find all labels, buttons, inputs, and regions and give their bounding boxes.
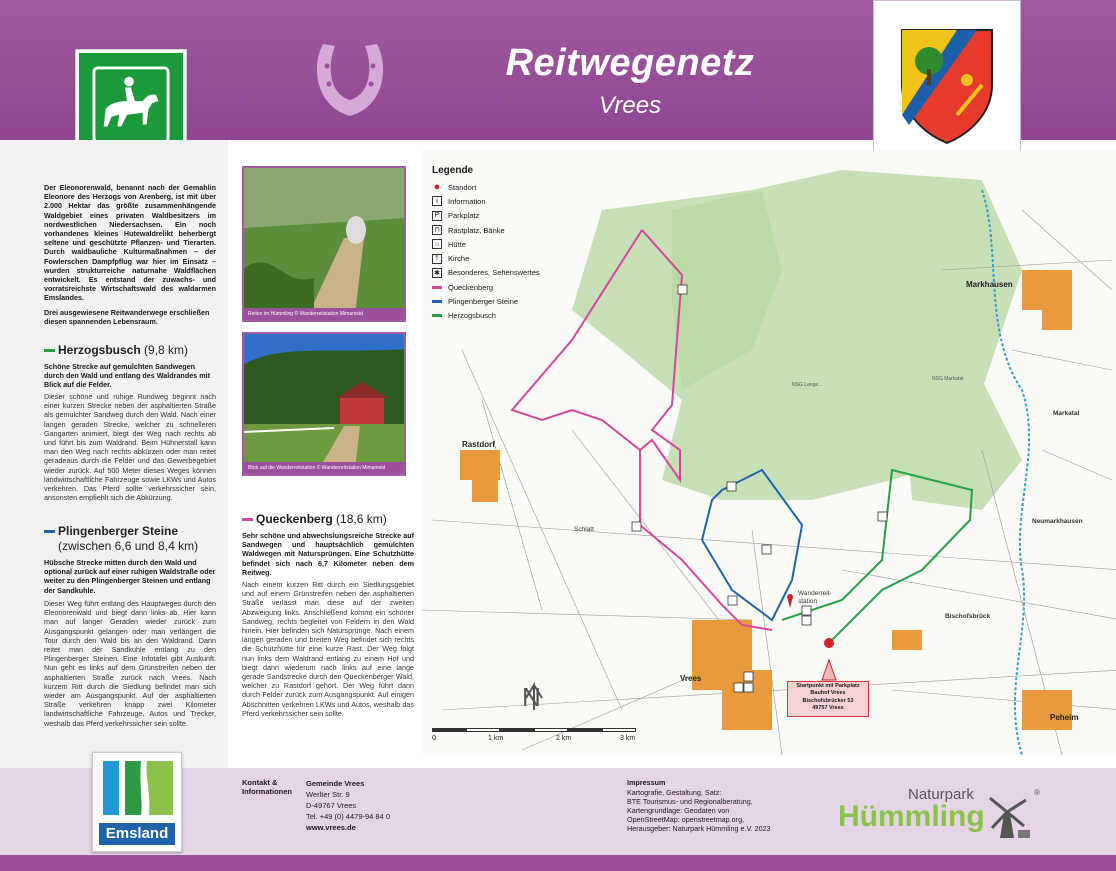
- legend-item-plingenberger: [432, 294, 592, 308]
- legend-label: Information: [448, 196, 486, 206]
- photo-riding-caption: Reiten im Hümmling © Wanderreitstation Mimameid: [244, 308, 404, 320]
- photo-station: [242, 332, 406, 476]
- start-line-1: Startpunkt mit Parkplatz: [796, 683, 860, 689]
- page-title: Reitwegenetz: [505, 42, 755, 84]
- legend-label: Parkplatz: [448, 211, 480, 221]
- queckenberg-name: Queckenberg: [256, 512, 333, 526]
- hut-icon: ⌂: [432, 239, 442, 249]
- scale-labels: [432, 732, 636, 742]
- footer-contact: [306, 778, 390, 833]
- location-pin-icon[interactable]: [787, 594, 793, 608]
- huemmling-word: Hümmling: [838, 800, 985, 833]
- legend-title: Legende: [432, 165, 474, 176]
- forest-area-east: [902, 380, 1022, 510]
- label-nsg-lange: NSG Lange…: [792, 382, 824, 388]
- windmill-icon: [982, 794, 1032, 838]
- label-nsg-markatal: NSG Markatal: [932, 376, 964, 382]
- impressum-line-4: OpenStreetMap: openstreetmap.org,: [627, 815, 745, 824]
- place-vrees: Vrees: [680, 674, 702, 683]
- emsland-waves-icon: [93, 753, 183, 823]
- start-line-3: Bischofsbrücker 53: [802, 697, 854, 704]
- scale-label-1: 1 km: [488, 735, 504, 742]
- horse-rider-icon: [92, 66, 170, 144]
- photo-riding-image: [244, 168, 406, 322]
- contact-web-link[interactable]: www.vrees.de: [306, 823, 356, 832]
- impressum-title: Impressum: [627, 778, 666, 787]
- footer-band: [0, 855, 1116, 871]
- queckenberg-color-bar: [242, 518, 253, 521]
- footer-impressum: [627, 778, 771, 833]
- place-schlatt: Schlatt: [574, 526, 594, 533]
- herzogsbusch-heading: [44, 343, 188, 357]
- legend-label: Standort: [448, 182, 477, 192]
- start-arrow: [822, 660, 836, 680]
- contact-street: Werlter Str. 9: [306, 790, 350, 799]
- footer-contact-label: [242, 778, 292, 796]
- legend-item-huette: [432, 237, 592, 251]
- legend-line-plingenberger: [432, 300, 442, 303]
- impressum-line-1: Kartografie, Gestaltung, Satz:: [627, 788, 722, 797]
- coat-of-arms: [873, 0, 1021, 170]
- coat-of-arms-icon: [897, 25, 997, 145]
- impressum-line-3: Kartengrundlage: Geodaten von: [627, 806, 730, 815]
- map-legend: [432, 165, 592, 323]
- herzogsbusch-body: Dieser schöne und ruhige Rundweg beginnt nach einer kurzen Strecke neben der asphaltierten Straße als gemulchter Sandweg durch den Wald. Nach einer langen geraden Strecke, welcher zu schnelleren Gangarten animiert, biegt der Weg nach rechts ab und führt bis zum Waldrand. Beim Hühnerstall kann man den Weg nach rechts abkürzen oder man reitet geradeaus durch die Felder und das Gewerbegebiet wieder zurück. Auf 500 Meter dieses Weges können landwirtschaftliche Fahrzeuge sowie LKWs und Autos verkehren. Das Pferd sollte verkehrssicher sein, ansonsten empfiehlt sich die Abkürzung.: [44, 392, 216, 503]
- legend-label: Queckenberg: [448, 282, 494, 292]
- legend-label: Plingenberger Steine: [448, 297, 519, 307]
- legend-label: Herzogsbusch: [448, 311, 496, 321]
- location-pin-icon: ●: [433, 181, 441, 194]
- contact-phone[interactable]: Tel. +49 (0) 4479-94 84 0: [306, 812, 391, 821]
- impressum-line-5: Herausgeber: Naturpark Hümmling e.V. 2023: [627, 824, 771, 833]
- start-info-box[interactable]: [787, 681, 869, 717]
- parking-icon: P: [432, 211, 442, 221]
- intro-paragraph: Der Eleonorenwald, benannt nach der Gemahlin Eleonore des Herzogs von Arenberg, ist mit über 2.000 Hektar das größte zusammenhängende Waldgebiet eines privaten Waldbesitzers im nordwestlichen Niedersachsen. Ein noch vorhandenes kleines Hutewaldrelikt beherbergt seltene und geschützte Pflanzen- und Tierarten. Durch waldbauliche Kulturmaßnahmen – der Fowlerschen Dampfpflug war hier im Einsatz – wurden strukturreiche naturnahe Waldflächen entwickelt. Es entstand der zuwachs- und vorratsreichste Wirtschaftswald des waldarmen Emslandes.: [44, 183, 216, 303]
- plingenberger-lead: Hübsche Strecke mitten durch den Wald und optional zurück auf einer ruhigen Waldstraße oder weiter zu den Plingenberger Steinen und entlang der Sandkuhle.: [44, 558, 216, 595]
- bench-icon: ⊓: [432, 225, 442, 235]
- plingenberger-name: Plingenberger Steine: [58, 524, 179, 538]
- legend-item-besonderes: [432, 266, 592, 280]
- legend-line-herzogsbusch: [432, 314, 442, 317]
- intro-paragraph-2: Drei ausgewiesene Reitwanderwege erschließen diesen spannenden Lebensraum.: [44, 308, 210, 327]
- emsland-logo: [92, 752, 182, 852]
- queckenberg-heading: [242, 512, 387, 526]
- plingenberger-color-bar: [44, 530, 55, 533]
- info-icon: i: [432, 196, 442, 206]
- legend-item-queckenberg: [432, 280, 592, 294]
- legend-item-information: [432, 194, 592, 208]
- legend-line-queckenberg: [432, 286, 442, 289]
- contact-city: D-49767 Vrees: [306, 801, 357, 810]
- place-wanderreitstation: Wanderreit-station: [798, 590, 832, 605]
- church-icon: †: [432, 254, 442, 264]
- contact-org: Gemeinde Vrees: [306, 779, 365, 788]
- start-point-marker[interactable]: [824, 638, 834, 648]
- place-markhausen: Markhausen: [966, 280, 1013, 289]
- place-rastdorf: Rastdorf: [462, 440, 495, 449]
- legend-item-rastplatz: [432, 223, 592, 237]
- place-bischofsbrueck: Bischofsbrück: [945, 613, 991, 620]
- page-subtitle: Vrees: [598, 92, 662, 119]
- queckenberg-lead: Sehr schöne und abwechslungsreiche Strecke auf Sandwegen und hauptsächlich gemulchten Waldwegen mit Natursprüngen. Eine Schutzhütte befindet sich nach 6,7 Kilometer neben dem Reitweg.: [242, 531, 414, 577]
- plingenberger-heading: [44, 524, 198, 554]
- scale-bar: [432, 728, 636, 742]
- plingenberger-body: Dieser Weg führt entlang des Hauptweges durch den Eleonorenwald und biegt dann links ab. Hier kann man auf langer Geraden wieder zurück zum Ausgangspunkt gelangen oder man verlängert die Tour durch den Wald bis an den Waldrand. Dann reitet man der Sandkuhle entlang zu den Plingenberger Steinen. Eine Infotafel gibt Auskunft. Nun geht es links auf dem Grünstreifen neben der asphaltierten Straße zurück nach Vrees. Nach kurzem Ritt durch die Siedlung befindet man sich wieder am Ausgangspunkt. Auf der asphaltierten Straße verkehren knapp zwei Kilometer landwirtschaftliche Fahrzeuge, Autos und Trecker, weshalb das Pferd verkehrssicher sein sollte.: [44, 599, 216, 728]
- start-line-4: 49757 Vrees: [812, 704, 844, 711]
- emsland-wordmark: Emsland: [99, 823, 175, 845]
- north-label: N: [522, 682, 541, 712]
- legend-label: Kirche: [448, 254, 470, 264]
- herzogsbusch-distance: (9,8 km): [144, 343, 189, 357]
- queckenberg-body: Nach einem kurzen Ritt durch ein Siedlungsgebiet und auf einem Grünstreifen neben der asphaltierten Straße verlässt man diese auf der zweiten Abzweigung links. Anschließend kommt ein schöner Sandweg, rechts begleitet von Feldern in den Wald hinein. Hier befinden sich Natursprünge. Nach einem langen geraden und breiten Weg befindet sich rechts die Schutzhütte für eine kurze Rast. Der Weg folgt nun links dem Waldrand entlang zu einem Hof und biegt dann wiederum nach links auf eine lange gerade Sandstrecke durch den Queckenberger Wald, welcher zu Rastdorf gehört. Der Weg führt dann durch Felder zurück zum Ausgangspunkt. Auf einigen Abschnitten verkehren LKWs und Autos, weshalb das Pferd verkehrssicher sein sollte.: [242, 580, 414, 718]
- impressum-line-2: BTE Tourismus- und Regionalberatung,: [627, 797, 753, 806]
- scale-label-3: 3 km: [620, 735, 636, 742]
- photo-station-caption: Blick auf die Wanderreitstation © Wanderreitstation Mimameid: [244, 462, 404, 474]
- registered-mark: ®: [1034, 788, 1040, 797]
- photo-riding: [242, 166, 406, 322]
- legend-label: Hütte: [448, 239, 466, 249]
- legend-item-herzogsbusch: [432, 309, 592, 323]
- legend-item-standort: [432, 180, 592, 194]
- scale-label-2: 2 km: [556, 735, 572, 742]
- contact-label-1: Kontakt &: [242, 778, 278, 787]
- place-peheim: Peheim: [1050, 713, 1079, 722]
- queckenberg-distance: (18,6 km): [336, 512, 387, 526]
- legend-item-kirche: [432, 251, 592, 265]
- star-icon: ✱: [432, 268, 442, 278]
- herzogsbusch-lead: Schöne Strecke auf gemulchten Sandwegen durch den Wald und entlang des Waldrandes mit Blick auf die Felder.: [44, 362, 210, 390]
- plingenberger-distance: (zwischen 6,6 und 8,4 km): [58, 539, 199, 553]
- horseshoe-icon: [305, 36, 395, 126]
- herzogsbusch-name: Herzogsbusch: [58, 343, 141, 357]
- herzogsbusch-color-bar: [44, 349, 55, 352]
- legend-item-parkplatz: [432, 209, 592, 223]
- place-neumarkhausen: Neumarkhausen: [1032, 518, 1083, 525]
- contact-label-2: Informationen: [242, 787, 292, 796]
- photo-station-image: [244, 334, 406, 476]
- place-markatal: Markatal: [1053, 410, 1080, 417]
- legend-label: Rastplatz, Bänke: [448, 225, 505, 235]
- naturpark-logo: [838, 784, 1048, 844]
- legend-label: Besonderes, Sehenswertes: [448, 268, 540, 278]
- naturpark-word: Naturpark: [908, 786, 974, 803]
- scale-label-0: 0: [432, 735, 436, 742]
- start-line-2: Bauhof Vrees: [810, 690, 846, 697]
